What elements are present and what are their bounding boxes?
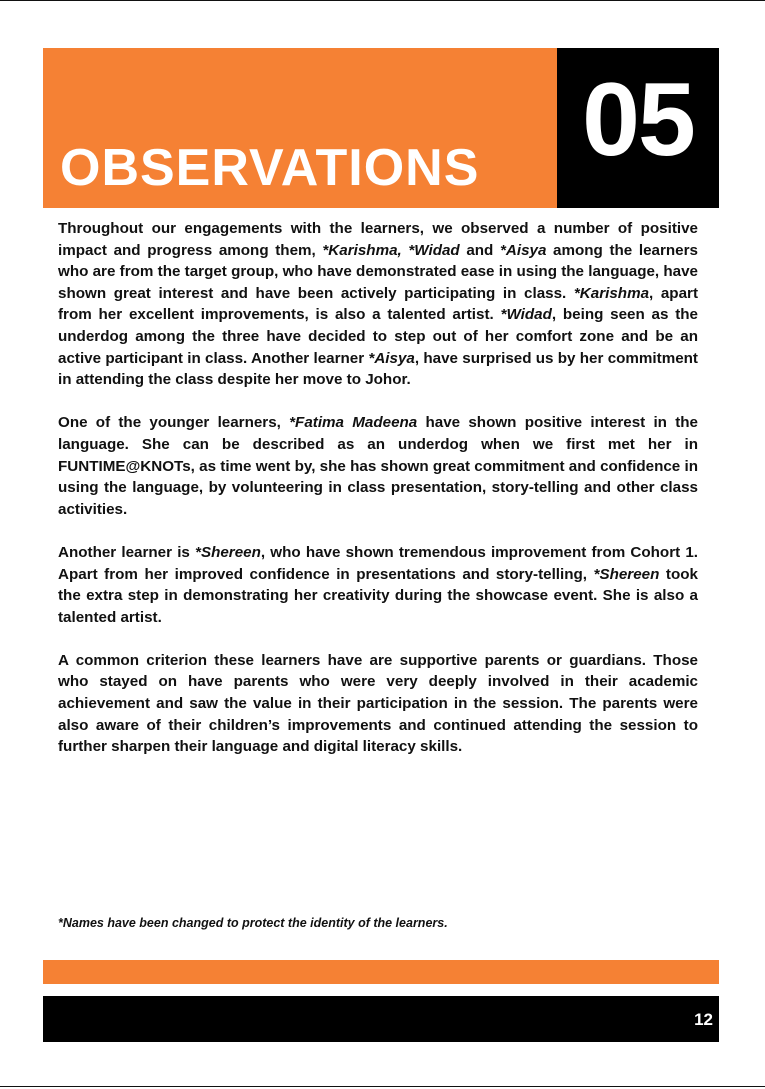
section-number: 05 [582,62,694,178]
paragraph-text: , who have shown tremendous improvement from Cohort 1. Apart from her improved confidence in presentations and story-telling, [58,543,698,583]
learner-name: *Karishma [573,284,650,302]
paragraph [58,218,698,391]
paragraph [58,650,698,758]
paragraph-text: Another learner is [58,543,196,561]
paragraph-text: , being seen as the underdog among the three have decided to step out of her comfort zone and be an active participant in class. Another learner [58,306,698,367]
paragraph-text: and [459,241,500,259]
paragraph-text: A common criterion these learners have are supportive parents or guardians. Those who stayed on have parents who were very deeply involved in their academic achievement and saw the value in their participation in the session. The parents were also aware of their children’s improvements and continued attending the session to further sharpen their language and digital literacy skills. [58,651,698,756]
paragraph [58,542,698,628]
bottom-rule [0,1086,765,1087]
paragraph-text: , have surprised us by her commitment in attending the class despite her move to Johor. [58,349,698,389]
learner-name: *Aisya [368,349,415,367]
body-text [58,218,698,779]
paragraph-text: One of the younger learners, [58,414,290,432]
learner-name: *Aisya [499,241,547,259]
page-title: OBSERVATIONS [60,139,480,197]
footer-black-bar [43,996,719,1042]
footer-orange-bar [43,960,719,984]
page-number: 12 [694,1010,713,1029]
paragraph [58,412,698,520]
footnote: *Names have been changed to protect the identity of the learners. [58,916,448,930]
learner-name: *Karishma, *Widad [322,241,460,259]
paragraph-text: Throughout our engagements with the learners, we observed a number of positive impact and progress among them, [58,220,698,259]
learner-name: *Widad [500,306,552,324]
learner-name: *Fatima Madeena [289,414,418,432]
paragraph-text: have shown positive interest in the language. She can be described as an underdog when we first met her in FUNTIME@KNOTs, as time went by, she has shown great commitment and confidence in using the language, by volunteering in class presentation, story-telling and other class activities. [58,414,698,518]
paragraph-text: took the extra step in demonstrating her creativity during the showcase event. She is also a talented artist. [58,565,698,626]
learner-name: *Shereen [593,565,660,583]
paragraph-text: , apart from her excellent improvements, is also a talented artist. [58,284,699,324]
top-rule [0,0,765,1]
paragraph-text: among the learners who are from the target group, who have demonstrated ease in using the language, have shown great interest and have been actively participating in class. [58,241,698,302]
learner-name: *Shereen [195,543,261,561]
